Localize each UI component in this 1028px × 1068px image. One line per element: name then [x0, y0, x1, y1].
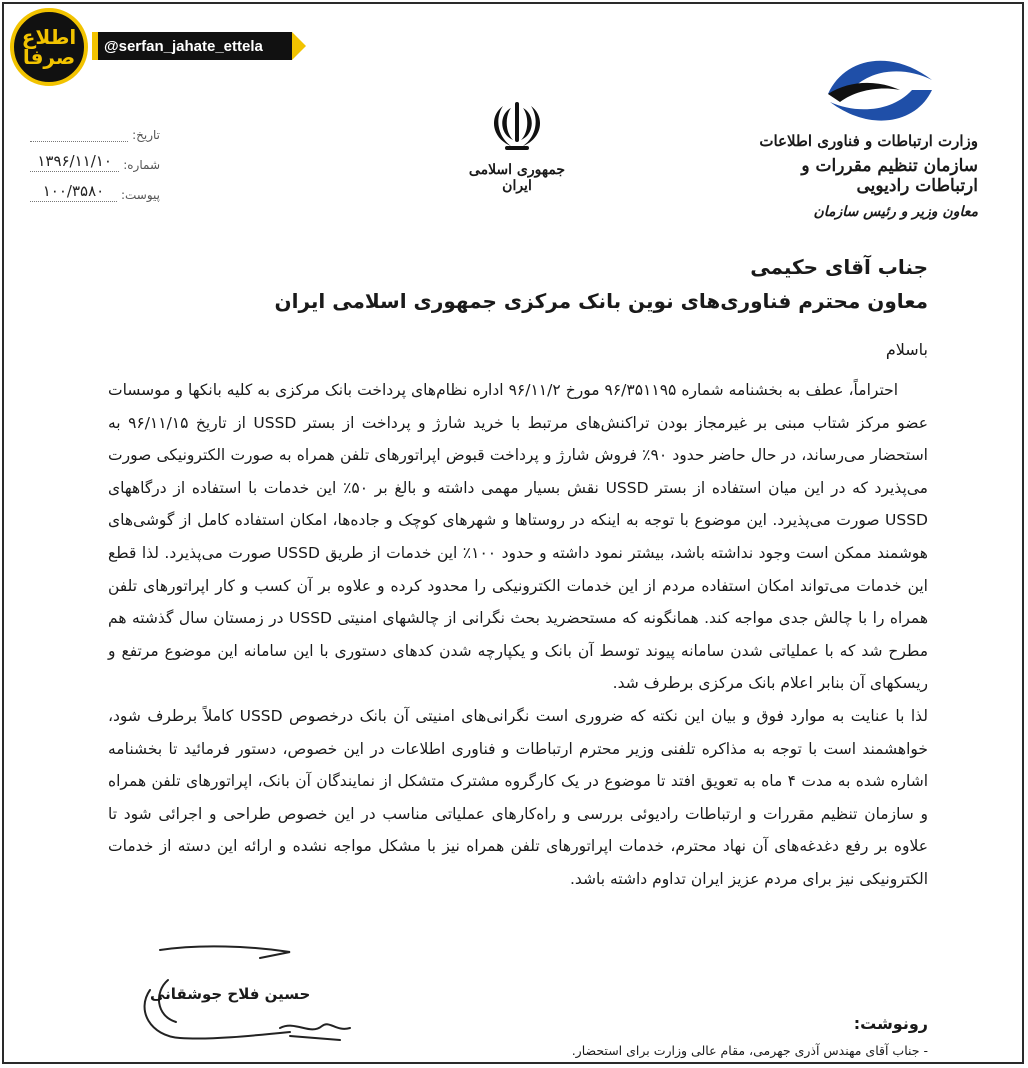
org-ministry: وزارت ارتباطات و فناوری اطلاعات [759, 132, 978, 150]
number-row [30, 142, 160, 172]
channel-handle: @serfan_jahate_ettela [104, 37, 263, 55]
body-paragraph-2: لذا با عنایت به موارد فوق و بیان این نکته که ضروری است نگرانی‌های امنیتی آن بانک درخصوص USSD کاملاً برطرف شود، خواهشمند است با توجه به مذاکره تلفنی وزیر محترم ارتباطات و فناوری اطلاعات در این خصوص، دستور فرمائید تا بخشنامه اشاره شده به مدت ۴ ماه به تعویق افتد تا موضوع در یک کارگروه مشترک متشکل از نمایندگان آن بانک، اپراتورهای تلفن همراه و سازمان تنظیم مقررات و ارتباطات رادیوئی بررسی و راه‌کارهای عملیاتی مناسب در این خصوص طراحی و اجرائی شود تا علاوه بر رفع دغدغه‌های آن نهاد محترم، خدمات اپراتورهای تلفن همراه نیز با مشکل مواجه نشده و ارائه این دسته از خدمات الکترونیکی نیز برای مردم عزیز ایران تداوم داشته باشد. [108, 706, 929, 888]
attachment-value: ۱۰۰/۳۵۸۰ [30, 182, 117, 202]
carbon-copy [572, 1014, 928, 1058]
cc-item: - جناب آقای مهندس آذری جهرمی، مقام عالی وزارت برای استحضار. [571, 1043, 928, 1058]
attachment-row [30, 172, 160, 202]
channel-handle-banner [92, 32, 292, 60]
channel-logo-icon [10, 8, 88, 86]
cc-title: رونوشت: [853, 1014, 928, 1033]
organization-block [748, 132, 978, 220]
letter-body [108, 374, 928, 896]
emblem-caption: جمهوری اسلامی ایران [468, 162, 566, 194]
body-paragraph-1: احتراماً، عطف به بخشنامه شماره ۹۶/۳۵۱۱۹۵ مورخ ۹۶/۱۱/۲ اداره نظام‌های پرداخت بانک مرکزی به کلیه بانکها و موسسات عضو مرکز شتاب مبنی بر غیرمجاز بودن تراکنش‌های مرتبط با خرید شارژ و پرداخت از بستر USSD از تاریخ ۹۶/۱۱/۱۵ به استحضار می‌رساند، در حال حاضر حدود ۹۰٪ فروش شارژ و پرداخت قبوض اپراتورهای تلفن همراه به صورت الکترونیکی صورت می‌پذیرد که در این میان استفاده از بستر USSD نقش بسیار مهمی داشته و بالغ بر ۵۰٪ این خدمات با استفاده از درگاههای USSD صورت می‌پذیرد. این موضوع با توجه به اینکه در روستاها و شهرهای کوچک و جاده‌ها، امکان استفاده کامل از گوشی‌های هوشمند ممکن است وجود نداشته باشد، بیشتر نمود داشته و حدود ۱۰۰٪ این خدمات از طریق USSD صورت می‌پذیرد. لذا قطع این خدمات می‌تواند امکان استفاده مردم از این خدمات الکترونیکی را محدود کرده و علاوه بر آن کسب و کار اپراتورهای تلفن همراه را با چالش جدی مواجه کند. همانگونه که مستحضرید بحث نگرانی از چالشهای امنیتی USSD در زمستان سال گذشته هم مطرح شد که با عملیاتی شدن سامانه پیوند توسط آن بانک و یکپارچه شدن کدهای دستوری با این سامانه این موضوع مرتفع و ریسکهای آن بنابر اعلام بانک مرکزی برطرف شد. [108, 381, 929, 693]
addressee-name: جناب آقای حکیمی [750, 255, 928, 279]
addressee [275, 255, 928, 313]
date-row [30, 112, 160, 142]
addressee-role: معاون محترم فناوری‌های نوین بانک مرکزی جمهوری اسلامی ایران [274, 289, 928, 313]
letter-meta [30, 112, 160, 202]
date-label: تاریخ: [132, 128, 160, 142]
greeting: باسلام [885, 340, 928, 359]
org-name: سازمان تنظیم مقررات و ارتباطات رادیویی [801, 156, 978, 196]
signatory-name: حسین فلاح جوشقانی [150, 985, 311, 1003]
number-value: ۱۳۹۶/۱۱/۱۰ [30, 152, 119, 172]
cra-logo-icon [820, 50, 940, 130]
emblem-block [462, 100, 572, 194]
number-label: شماره: [123, 158, 160, 172]
iran-emblem-icon [485, 100, 549, 156]
channel-logo-text: اطلاع صرفا [21, 25, 77, 69]
org-title: معاون وزیر و رئیس سازمان [813, 204, 978, 220]
attachment-label: پیوست: [120, 188, 160, 202]
